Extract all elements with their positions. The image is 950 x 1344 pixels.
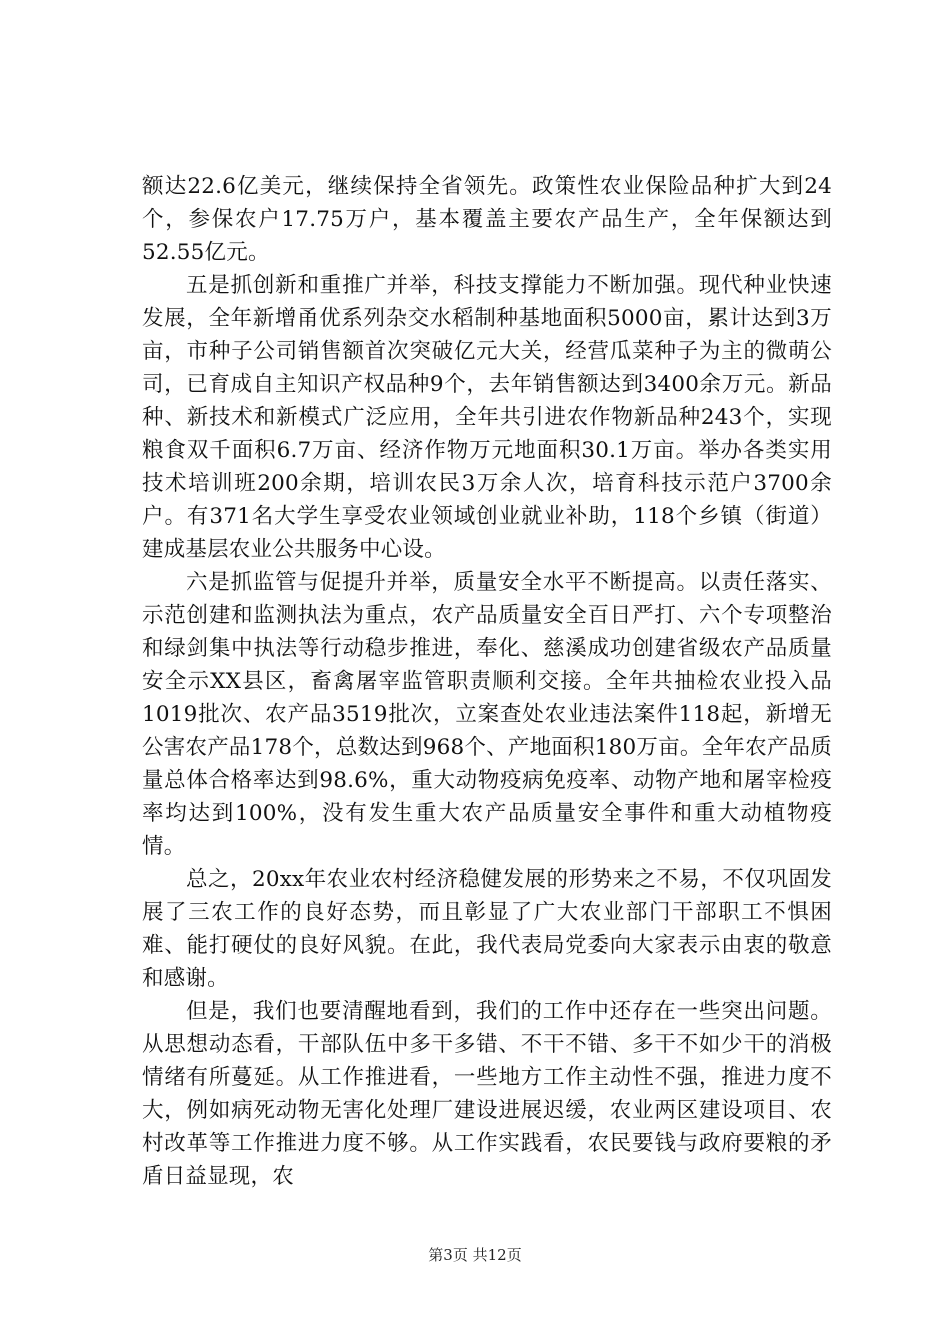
page-footer [0, 1244, 950, 1265]
paragraph-5: 但是，我们也要清醒地看到，我们的工作中还存在一些突出问题。从思想动态看，干部队伍中多干多错、不干不错、多干不如少干的消极情绪有所蔓延。从工作推进看，一些地方工作主动性不强，推进力度不大，例如病死动物无害化处理厂建设进展迟缓，农业两区建设项目、农村改革等工作推进力度不够。从工作实践看，农民要钱与政府要粮的矛盾日益显现，农 [142, 999, 832, 1189]
paragraph-3: 六是抓监管与促提升并举，质量安全水平不断提高。以责任落实、示范创建和监测执法为重点，农产品质量安全百日严打、六个专项整治和绿剑集中执法等行动稳步推进，奉化、慈溪成功创建省级农产品质量安全示XX县区，畜禽屠宰监管职责顺利交接。全年共抽检农业投入品1019批次、农产品3519批次，立案查处农业违法案件118起，新增无公害农产品178个，总数达到968个、产地面积180万亩。全年农产品质量总体合格率达到98.6%，重大动物疫病免疫率、动物产地和屠宰检疫率均达到100%，没有发生重大农产品质量安全事件和重大动植物疫情。 [142, 570, 832, 859]
document-body [142, 170, 832, 1193]
page-number-label: 第3页 共12页 [428, 1246, 522, 1264]
paragraph-1: 额达22.6亿美元，继续保持全省领先。政策性农业保险品种扩大到24个，参保农户17.75万户，基本覆盖主要农产品生产，全年保额达到52.55亿元。 [142, 174, 832, 265]
paragraph-2: 五是抓创新和重推广并举，科技支撑能力不断加强。现代种业快速发展，全年新增甬优系列杂交水稻制种基地面积5000亩，累计达到3万亩，市种子公司销售额首次突破亿元大关，经营瓜菜种子为主的微萌公司，已育成自主知识产权品种9个，去年销售额达到3400余万元。新品种、新技术和新模式广泛应用，全年共引进农作物新品种243个，实现粮食双千面积6.7万亩、经济作物万元地面积30.1万亩。举办各类实用技术培训班200余期，培训农民3万余人次，培育科技示范户3700余户。有371名大学生享受农业领域创业就业补助，118个乡镇（街道）建成基层农业公共服务中心设。 [142, 273, 832, 562]
paragraph-4: 总之，20xx年农业农村经济稳健发展的形势来之不易，不仅巩固发展了三农工作的良好态势，而且彰显了广大农业部门干部职工不惧困难、能打硬仗的良好风貌。在此，我代表局党委向大家表示由衷的敬意和感谢。 [142, 867, 832, 991]
